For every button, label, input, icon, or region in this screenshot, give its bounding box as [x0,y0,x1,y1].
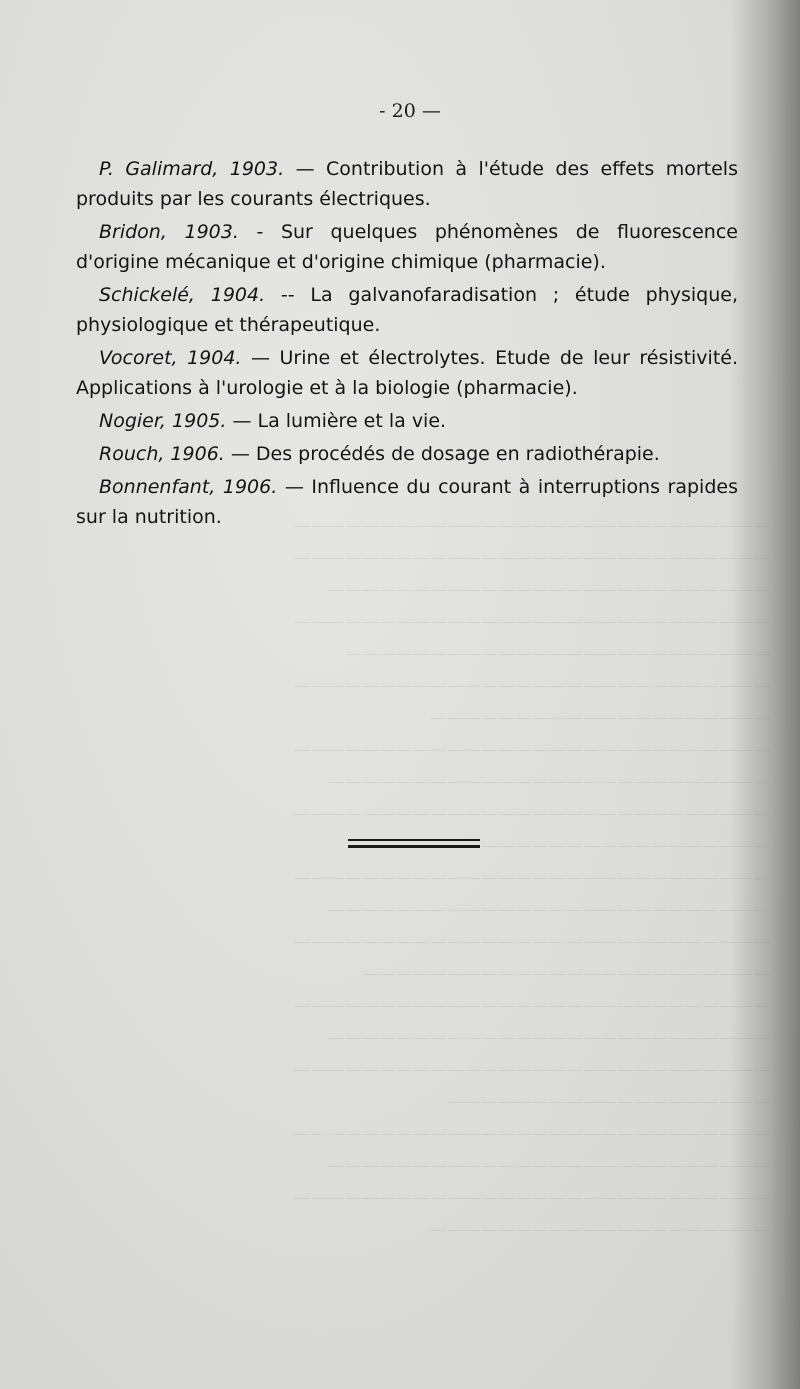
entry-text: -- La galvanofaradisation ; étude physique, physiologique et thérapeutique. [76,284,738,336]
entry-text: - Sur quelques phénomènes de fluorescence d'origine mécanique et d'origine chimique (pharmacie). [76,221,738,273]
entry-author: Schickelé, 1904. [99,284,266,306]
bibliography-entry [76,472,738,532]
entry-author: Bridon, 1903. [99,221,239,243]
bibliography-list [76,154,738,535]
entry-text: — Influence du courant à interruptions rapides sur la nutrition. [76,476,738,528]
entry-author: Nogier, 1905. [99,410,227,432]
bibliography-entry [76,154,738,214]
entry-author: Bonnenfant, 1906. [99,476,278,498]
bibliography-entry [76,439,738,469]
bibliography-entry [76,217,738,277]
bibliography-entry [76,406,738,436]
entry-author: Vocoret, 1904. [99,347,242,369]
page-number: - 20 — [379,100,441,122]
end-rule-thick [348,845,480,848]
entry-author: P. Galimard, 1903. [99,158,285,180]
bibliography-entry [76,280,738,340]
entry-text: — Des procédés de dosage en radiothérapie. [224,443,660,465]
entry-text: — Contribution à l'étude des effets mortels produits par les courants électriques. [76,158,738,210]
bibliography-entry [76,343,738,403]
entry-text: — La lumière et la vie. [226,410,447,432]
entry-text: — Urine et électrolytes. Etude de leur résistivité. Applications à l'urologie et à la biologie (pharmacie). [76,347,738,399]
end-rule-thin [348,839,480,841]
entry-author: Rouch, 1906. [99,443,225,465]
show-through-texture: ———————————————————————————— ———————————————————————————— —————————————————————————— ———————————————————————————— ————————————————————————— ———————————————————————————— ———————————————————— ———————————————————————————— —————————————————————————— ———————————————————————————— ——————————————————————— ———————————————————————————— —————————————————————————— ———————————————————————————— ———————————————————————— ———————————————————————————— —————————————————————————— ———————————————————————————— ——————————————————— ———————————————————————————— —————————————————————————— ———————————————————————————— ———————————————————— [294,516,770,1240]
